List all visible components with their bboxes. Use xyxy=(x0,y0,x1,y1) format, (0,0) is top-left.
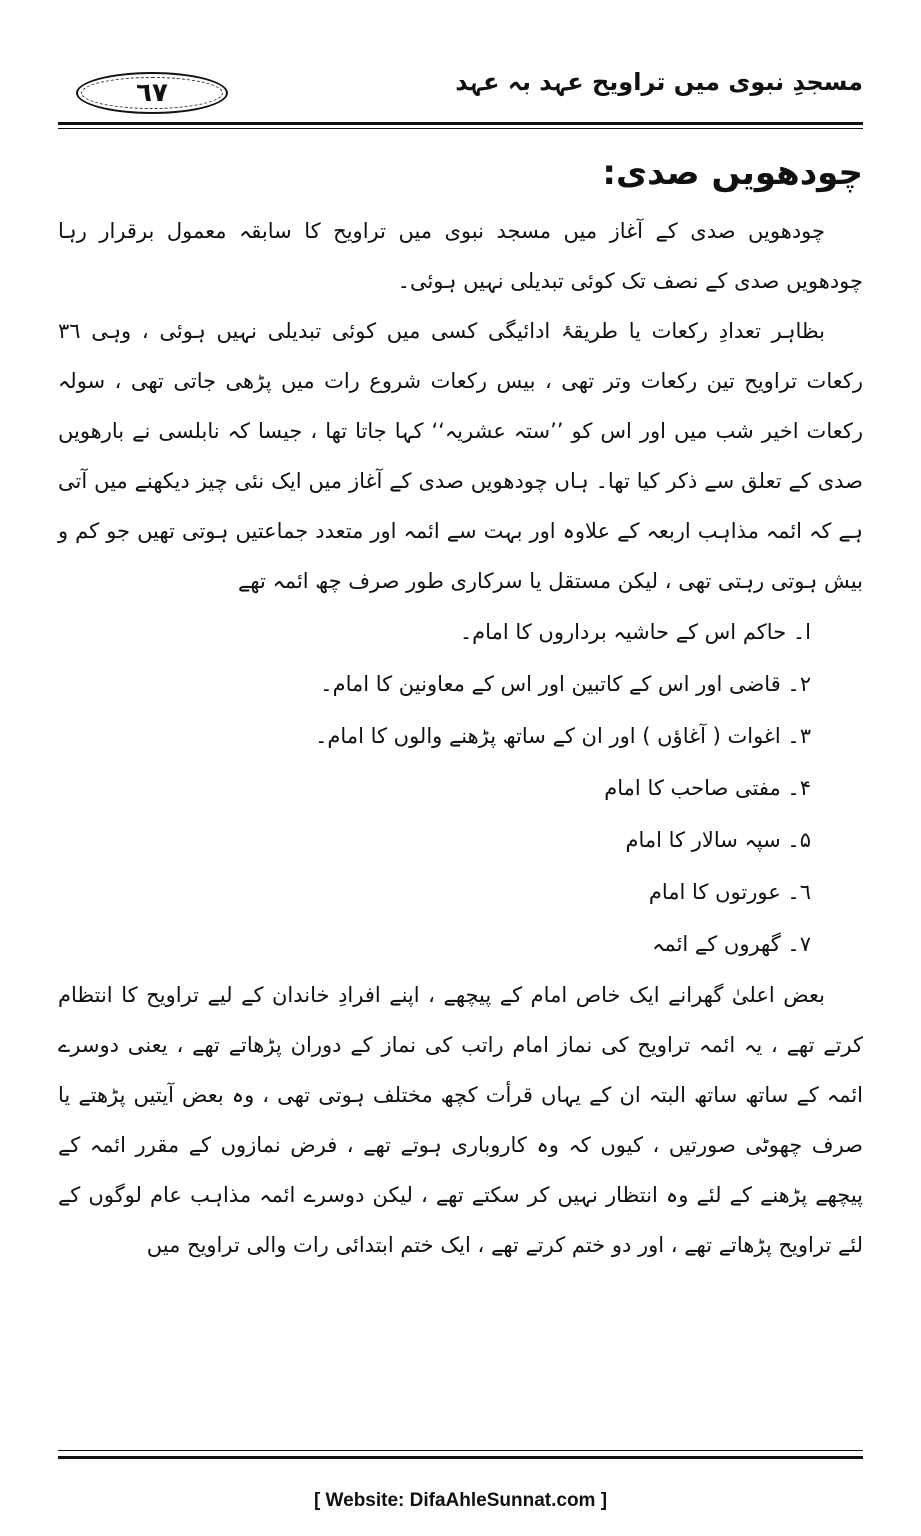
header-rule-thin xyxy=(58,128,863,129)
list-item: ا۔ حاکم اس کے حاشیہ برداروں کا امام۔ xyxy=(459,620,811,644)
section-heading: چودھویں صدی: xyxy=(602,153,863,193)
list-item: ۲۔ قاضی اور اس کے کاتبین اور اس کے معاونین کا امام۔ xyxy=(320,672,811,696)
page-number-badge xyxy=(76,72,228,114)
list-item: ۴۔ مفتی صاحب کا امام xyxy=(604,776,811,800)
page-number: ٦٧ xyxy=(136,78,168,108)
imams-list xyxy=(58,606,863,970)
running-title: مسجدِ نبوی میں تراویح عہد بہ عہد xyxy=(455,68,863,96)
paragraph-rakaat: بظاہر تعدادِ رکعات یا طریقۂ ادائیگی کسی میں کوئی تبدیلی نہیں ہوئی ، وہی ۳٦ رکعات تراویح تین رکعات وتر تھی ، بیس رکعات شروع رات میں پڑھی جاتی تھی ، سولہ رکعات اخیر شب میں اور اس کو ’’ستہ عشریہ‘‘ کہا جاتا تھا ، جیسا کہ نابلسی نے بارھویں صدی کے تعلق سے ذکر کیا تھا۔ ہاں چودھویں صدی کے آغاز میں ایک نئی چیز دیکھنے میں آتی ہے کہ ائمہ مذاہب اربعہ کے علاوہ اور بہت سے ائمہ اور متعدد جماعتیں ہوتی تھیں جو کم و بیش ہوتی رہتی تھی ، لیکن مستقل یا سرکاری طور صرف چھ ائمہ تھے xyxy=(58,319,863,593)
paragraph-intro: چودھویں صدی کے آغاز میں مسجد نبوی میں تراویح کا سابقہ معمول برقرار رہا چودھویں صدی کے نصف تک کوئی تبدیلی نہیں ہوئی۔ xyxy=(58,219,863,293)
paragraph-closing: بعض اعلیٰ گھرانے ایک خاص امام کے پیچھے ، اپنے افرادِ خاندان کے لیے تراویح کا انتظام کرتے تھے ، یہ ائمہ تراویح کی نماز امام راتب کی نماز کے دوران پڑھاتے تھے ، یعنی دوسرے ائمہ کے ساتھ ساتھ البتہ ان کے یہاں قرأت کچھ مختلف ہوتی تھی ، وہ بعض آیتیں پڑھتے یا صرف چھوٹی صورتیں ، کیوں کہ وہ کاروباری ہوتے تھے ، فرض نمازوں کے مقرر ائمہ کے پیچھے پڑھنے کے لئے وہ انتظار نہیں کر سکتے تھے ، لیکن دوسرے ائمہ مذاہب عام لوگوں کے لئے تراویح پڑھاتے تھے ، اور دو ختم کرتے تھے ، ایک ختم ابتدائی رات والی تراویح میں xyxy=(58,983,863,1257)
footer-rule-thin xyxy=(58,1450,863,1451)
header-rule-thick xyxy=(58,122,863,125)
website-footer: [ Website: DifaAhleSunnat.com ] xyxy=(313,1490,608,1511)
list-item: ٦۔ عورتوں کا امام xyxy=(648,880,811,904)
page-header xyxy=(58,62,863,122)
list-item: ۷۔ گھروں کے ائمہ xyxy=(652,932,811,956)
list-item: ۳۔ اغوات ( آغاؤں ) اور ان کے ساتھ پڑھنے والوں کا امام۔ xyxy=(315,724,811,748)
footer-rule-thick xyxy=(58,1456,863,1459)
page-body xyxy=(58,142,863,1440)
list-item: ۵۔ سپہ سالار کا امام xyxy=(625,828,811,852)
